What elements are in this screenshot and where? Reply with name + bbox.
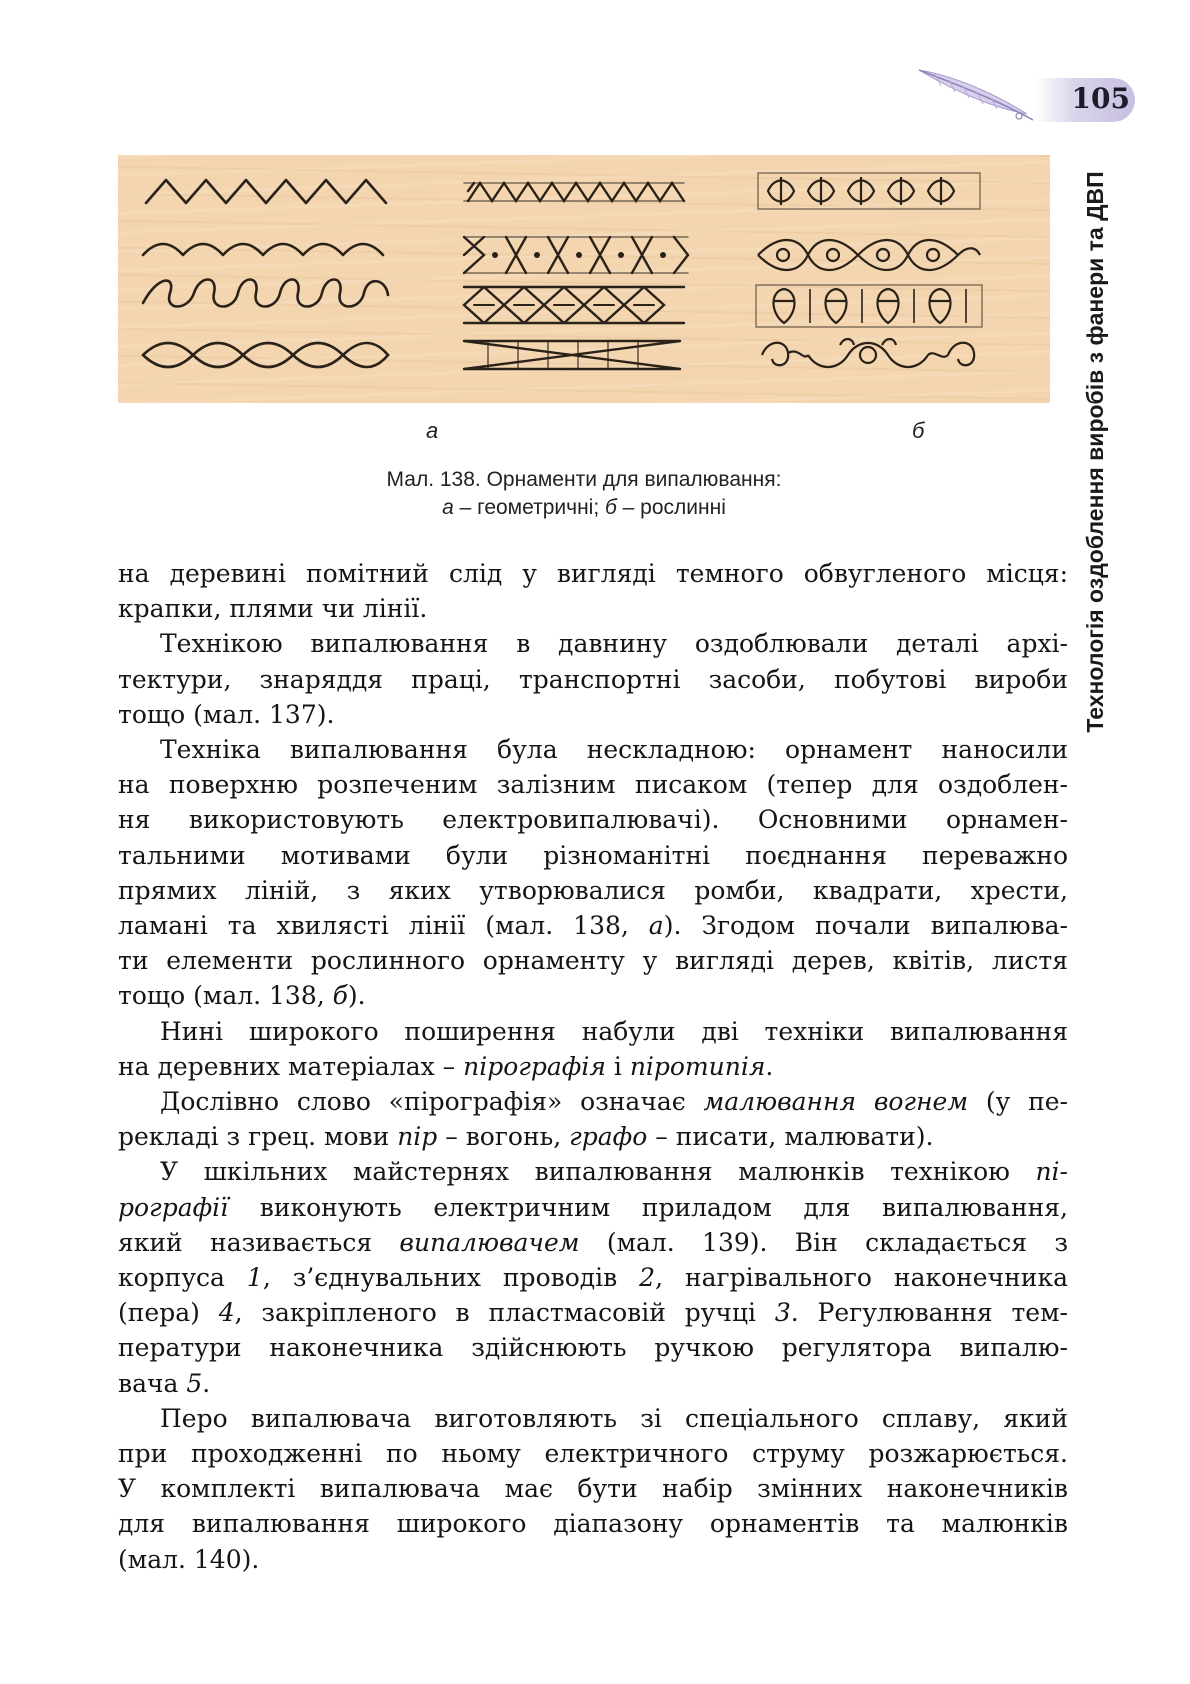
text-run: , з’єднувальних проводів bbox=[262, 1263, 640, 1293]
text-run: – писати, малювати). bbox=[647, 1122, 934, 1152]
text-line: прямих ліній, з яких утворювалися ромби, квадрати, хрести, bbox=[118, 875, 1068, 905]
text-run: тощо (мал. 138, bbox=[118, 981, 333, 1011]
term-italic: графо bbox=[569, 1122, 648, 1152]
figure-ref-italic: б bbox=[332, 981, 348, 1011]
text-line: Техніка випалювання була нескладною: орнамент наносили bbox=[160, 735, 1068, 765]
text-line bbox=[118, 1049, 1068, 1084]
cross-band-ornament bbox=[464, 341, 680, 369]
text-run: рекладі з грец. мови bbox=[118, 1122, 398, 1152]
zigzag-ornament bbox=[146, 180, 386, 203]
paragraph-7 bbox=[118, 1401, 1068, 1577]
panel-a-label: а bbox=[426, 418, 439, 443]
text-run: на деревних матеріалах – bbox=[118, 1051, 464, 1081]
text-line bbox=[118, 1260, 1068, 1295]
text-line: ня використовують електровипалювачі). Основними орнамен- bbox=[118, 805, 1068, 835]
text-line: при проходженні по ньому електричного струму розжарюється. bbox=[118, 1439, 1068, 1469]
text-line bbox=[118, 1295, 1068, 1330]
text-line bbox=[118, 1154, 1068, 1189]
ornament-illustration bbox=[118, 155, 1050, 403]
text-line: тальними мотивами були різноманітні поєднання переважно bbox=[118, 840, 1068, 870]
text-run: (мал. 139). Він складається з bbox=[579, 1227, 1068, 1257]
scallop-ornament bbox=[143, 244, 383, 255]
text-line: У комплекті випалювача має бути набір змінних наконечників bbox=[118, 1474, 1068, 1504]
text-line bbox=[118, 1119, 1068, 1154]
text-run: і bbox=[605, 1051, 630, 1081]
text-run: ). bbox=[347, 981, 366, 1011]
term-italic: рографії bbox=[118, 1192, 229, 1222]
text-run: вача bbox=[118, 1368, 187, 1398]
text-run: . Регулювання тем- bbox=[790, 1298, 1068, 1328]
text-line: для випалювання широкого діапазону орнаментів та малюнків bbox=[118, 1509, 1068, 1539]
caption-a-marker: а bbox=[442, 496, 454, 519]
vine-scroll-ornament bbox=[762, 339, 974, 367]
paragraph-5 bbox=[118, 1084, 1068, 1154]
figure-ref-italic: а bbox=[648, 911, 664, 941]
text-run: який називається bbox=[118, 1227, 400, 1257]
text-run: Дослівно слово «пірографія» означає bbox=[160, 1087, 704, 1117]
page-number: 105 bbox=[1071, 82, 1130, 115]
figure-caption-line2 bbox=[118, 496, 1050, 520]
ornament-figure bbox=[118, 155, 1050, 403]
term-italic: піротипія bbox=[629, 1051, 766, 1081]
paragraph-2 bbox=[118, 626, 1068, 732]
term-italic: малювання вогнем bbox=[703, 1087, 969, 1117]
paragraph-3 bbox=[118, 732, 1068, 1014]
text-run: . bbox=[202, 1368, 211, 1398]
text-line: (мал. 140). bbox=[118, 1544, 260, 1574]
part-number: 2 bbox=[639, 1263, 656, 1293]
text-run: . bbox=[765, 1051, 774, 1081]
part-number: 3 bbox=[774, 1298, 791, 1328]
caption-b-text: – рослинні bbox=[616, 496, 726, 519]
text-run: – вогонь, bbox=[437, 1122, 570, 1152]
text-run: , закріпленого в пластмасовій ручці bbox=[234, 1298, 775, 1328]
palmette-ornament bbox=[756, 285, 982, 327]
floral-scroll-ornament bbox=[758, 240, 980, 270]
caption-b-marker: б bbox=[605, 496, 617, 519]
term-italic: пі- bbox=[1035, 1157, 1068, 1187]
text-line bbox=[118, 1190, 1068, 1225]
text-line bbox=[118, 1366, 1068, 1401]
text-line: Перо випалювача виготовляють зі спеціального сплаву, який bbox=[160, 1403, 1068, 1433]
body-text bbox=[118, 556, 1068, 1577]
text-line bbox=[118, 908, 1068, 943]
term-italic: пір bbox=[397, 1122, 438, 1152]
part-number: 4 bbox=[218, 1298, 235, 1328]
text-line: ператури наконечника здійснюють ручкою регулятора випалю- bbox=[118, 1333, 1068, 1363]
text-line bbox=[118, 1225, 1068, 1260]
text-line: на деревині помітний слід у вигляді темного обвугленого місця: bbox=[118, 559, 1068, 588]
text-line: на поверхню розпеченим залізним писаком (тепер для оздоблен- bbox=[118, 770, 1068, 800]
text-run: ). Згодом почали випалюва- bbox=[663, 911, 1068, 941]
caption-a-text: – геометричні; bbox=[453, 496, 606, 519]
paragraph-4 bbox=[118, 1014, 1068, 1084]
text-line: тектури, знаряддя праці, транспортні засоби, побутові вироби bbox=[118, 664, 1068, 694]
panel-b-label: б bbox=[912, 418, 925, 443]
text-line: крапки, плями чи лінії. bbox=[118, 594, 428, 624]
text-run: (пера) bbox=[118, 1298, 219, 1328]
text-line bbox=[118, 1084, 1068, 1119]
paragraph-1 bbox=[118, 556, 1068, 626]
part-number: 1 bbox=[246, 1263, 263, 1293]
term-italic: випалювачем bbox=[399, 1227, 580, 1257]
text-run: (у пе- bbox=[968, 1087, 1068, 1117]
text-line bbox=[118, 978, 1068, 1013]
loop-ornament bbox=[143, 280, 388, 307]
feather-quill-icon bbox=[915, 64, 1045, 128]
paragraph-6 bbox=[118, 1154, 1068, 1400]
text-run: , нагрівального наконечника bbox=[655, 1263, 1068, 1293]
floral-knot-ornament bbox=[758, 173, 980, 209]
term-italic: пірографія bbox=[463, 1051, 606, 1081]
part-number: 5 bbox=[186, 1368, 203, 1398]
text-run: У шкільних майстернях випалювання малюнків технікою bbox=[160, 1157, 1036, 1187]
figure-caption-line1: Мал. 138. Орнаменти для випалювання: bbox=[386, 468, 782, 491]
double-zigzag-ornament bbox=[468, 183, 684, 201]
text-line: Технікою випалювання в давнину оздоблювали деталі архі- bbox=[160, 629, 1068, 659]
running-side-title: Технологія оздоблення виробів з фанери та ДВП bbox=[1082, 171, 1108, 733]
text-line: Нині широкого поширення набули дві техніки випалювання bbox=[160, 1016, 1068, 1046]
text-line: тощо (мал. 137). bbox=[118, 699, 335, 729]
text-run: ламані та хвилясті лінії (мал. 138, bbox=[118, 911, 649, 941]
text-run: виконують електричним приладом для випалювання, bbox=[228, 1192, 1068, 1222]
text-line: ти елементи рослинного орнаменту у вигляді дерев, квітів, листя bbox=[118, 946, 1068, 976]
text-run: корпуса bbox=[118, 1263, 247, 1293]
